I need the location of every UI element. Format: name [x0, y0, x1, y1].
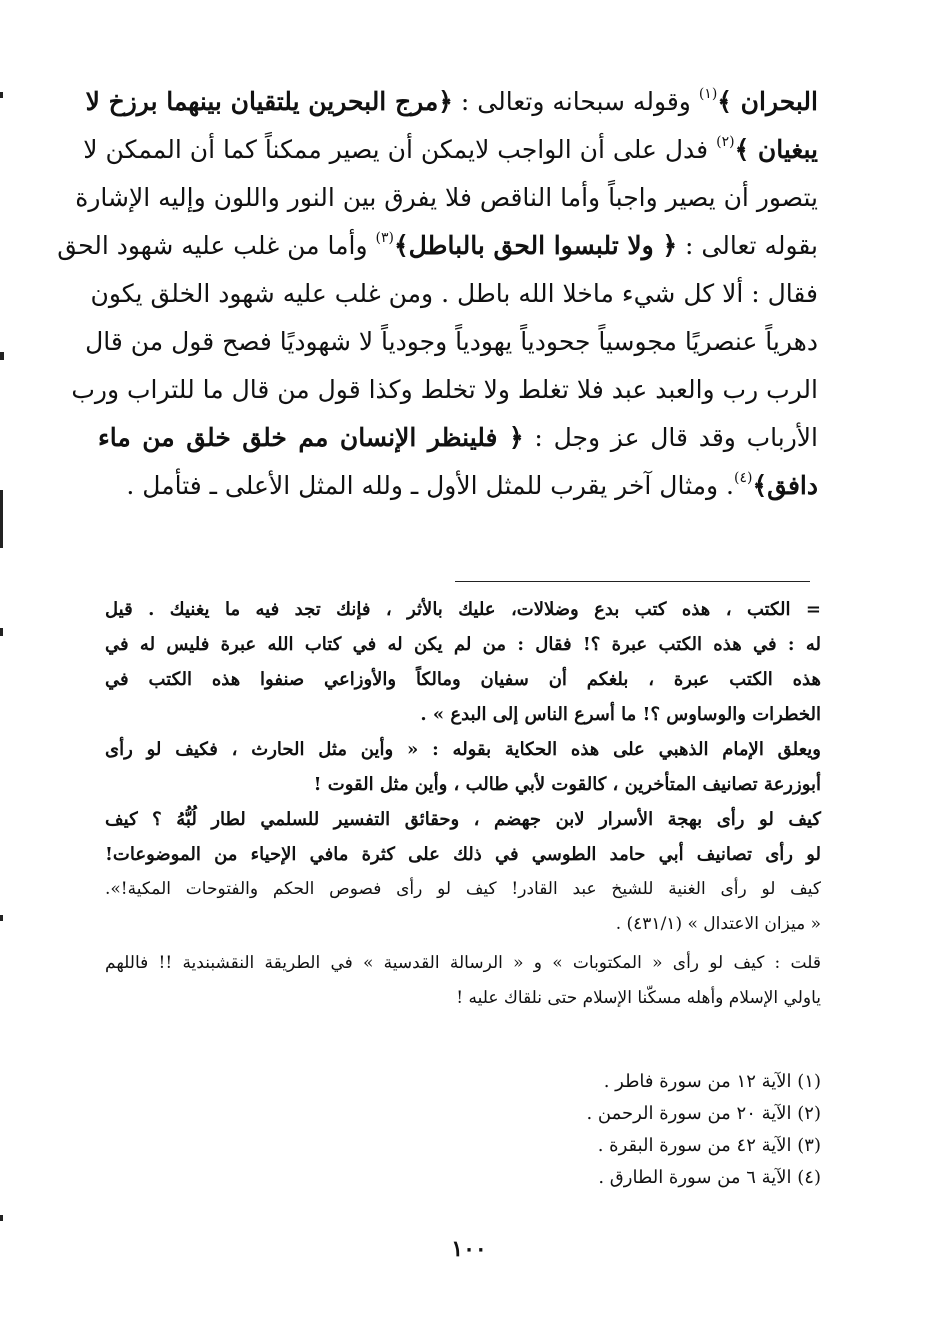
body-text: فقال : ألا كل شيء ماخلا الله باطل . ومن غلب عليه شهود الخلق يكون [90, 279, 818, 308]
body-line [85, 318, 818, 366]
footnote-marker: (٢) [716, 134, 735, 150]
footnote-marker: (٤) [734, 470, 753, 486]
footnote-item: (٤) الآية ٦ من سورة الطارق . [598, 1167, 821, 1188]
footnote-line: قلت : كيف لو رأى « المكتوبات » و « الرسالة القدسية » في الطريقة النقشبندية !! فاللهم [105, 953, 821, 973]
quran-verse-text: ﴿ ولا تلبسوا الحق بالباطل﴾ [393, 231, 678, 260]
body-text: الأرباب وقد قال عز وجل : [523, 423, 818, 452]
body-line [98, 414, 818, 462]
footnote-line: « ميزان الاعتدال » (٤٣١/١) . [615, 914, 821, 934]
footnote-item: (١) الآية ١٢ من سورة فاطر . [603, 1071, 821, 1092]
body-line [83, 126, 818, 174]
body-text: فدل على أن الواجب لايمكن أن يصير ممكناً كما أن الممكن لا [83, 135, 717, 164]
footnote-line: ياولي الإسلام وأهله مسكّنا الإسلام حتى نلقاك عليه ! [456, 988, 821, 1008]
scan-edge-mark [0, 352, 4, 360]
body-line [75, 174, 818, 222]
footnote-line: أبوزرعة تصانيف المتأخرين ، كالقوت لأبي طالب ، وأين مثل القوت ! [313, 774, 821, 795]
body-line [85, 78, 818, 126]
scan-edge-mark [0, 915, 3, 921]
page-number: ١٠٠ [451, 1236, 487, 1262]
body-text: وقوله سبحانه وتعالى : [452, 87, 699, 116]
body-text: دهرياً عنصريًا مجوسياً جحودياً يهودياً وجودياً لا شهوديًا فصح قول من قال [85, 327, 818, 356]
body-line [90, 270, 818, 318]
footnote-line: = الكتب ، هذه كتب بدع وضلالات، عليك بالأثر ، فإنك تجد فيه ما يغنيك . قيل [105, 599, 821, 620]
footnote-line: هذه الكتب عبرة ، بلغكم أن سفيان ومالكاً والأوزاعي صنفوا هذه الكتب في [105, 669, 821, 690]
quran-verse-text: يبغيان ﴾ [734, 135, 818, 164]
quran-verse-text: البحران ﴾ [717, 87, 818, 116]
body-text: الرب رب والعبد عبد فلا تغلط ولا تخلط وكذا قول من قال ما للتراب ورب [71, 375, 818, 404]
body-line [71, 366, 818, 414]
footnote-commentary [105, 592, 821, 1016]
quran-verse-text: ﴿ فلينظر الإنسان مم خلق خلق من ماء [98, 423, 524, 452]
quran-verse-text: دافق﴾ [752, 471, 818, 500]
body-line [98, 462, 818, 510]
body-text: يتصور أن يصير واجباً وأما الناقص فلا يفرق بين النور واللون وإليه الإشارة [75, 183, 818, 212]
body-text: . ومثال آخر يقرب للمثل الأول ـ ولله المثل الأعلى ـ فتأمل . [126, 471, 734, 500]
scan-edge-mark [0, 490, 3, 548]
footnote-marker: (٣) [375, 230, 394, 246]
footnote-line: كيف لو رأى بهجة الأسرار لابن جهضم ، وحقائق التفسير للسلمي لطار لُبُّهُ ؟ كيف [105, 809, 821, 830]
body-line [57, 222, 818, 270]
main-text [57, 78, 818, 510]
footnote-line: له : في هذه الكتب عبرة ؟! فقال : من لم يكن له في كتاب الله عبرة فليس له في [105, 634, 821, 655]
footnote-line: كيف لو رأى الغنية للشيخ عبد القادر! كيف لو رأى فصوص الحكم والفتوحات المكية!». [105, 879, 821, 899]
body-text: بقوله تعالى : [677, 231, 818, 260]
footnote-line: لو رأى تصانيف أبي حامد الطوسي في ذلك على كثرة مافي الإحياء من الموضوعات! [105, 844, 821, 865]
quran-verse-text: ﴿مرج البحرين يلتقيان بينهما برزخ لا [85, 87, 453, 116]
scan-edge-mark [0, 92, 3, 98]
footnote-item: (٣) الآية ٤٢ من سورة البقرة . [597, 1135, 821, 1156]
footnote-line: الخطرات والوساوس ؟! ما أسرع الناس إلى البدع » . [420, 704, 821, 725]
footnote-line: ويعلق الإمام الذهبي على هذه الحكاية بقوله : « وأين مثل الحارث ، فكيف لو رأى [105, 739, 821, 760]
body-text: وأما من غلب عليه شهود الحق [57, 231, 376, 260]
footnote-marker: (١) [698, 86, 718, 102]
footnote-separator [455, 581, 810, 582]
scan-edge-mark [0, 1215, 3, 1221]
scan-edge-mark [0, 628, 3, 636]
footnote-references [105, 1066, 821, 1194]
footnote-item: (٢) الآية ٢٠ من سورة الرحمن . [586, 1103, 821, 1124]
